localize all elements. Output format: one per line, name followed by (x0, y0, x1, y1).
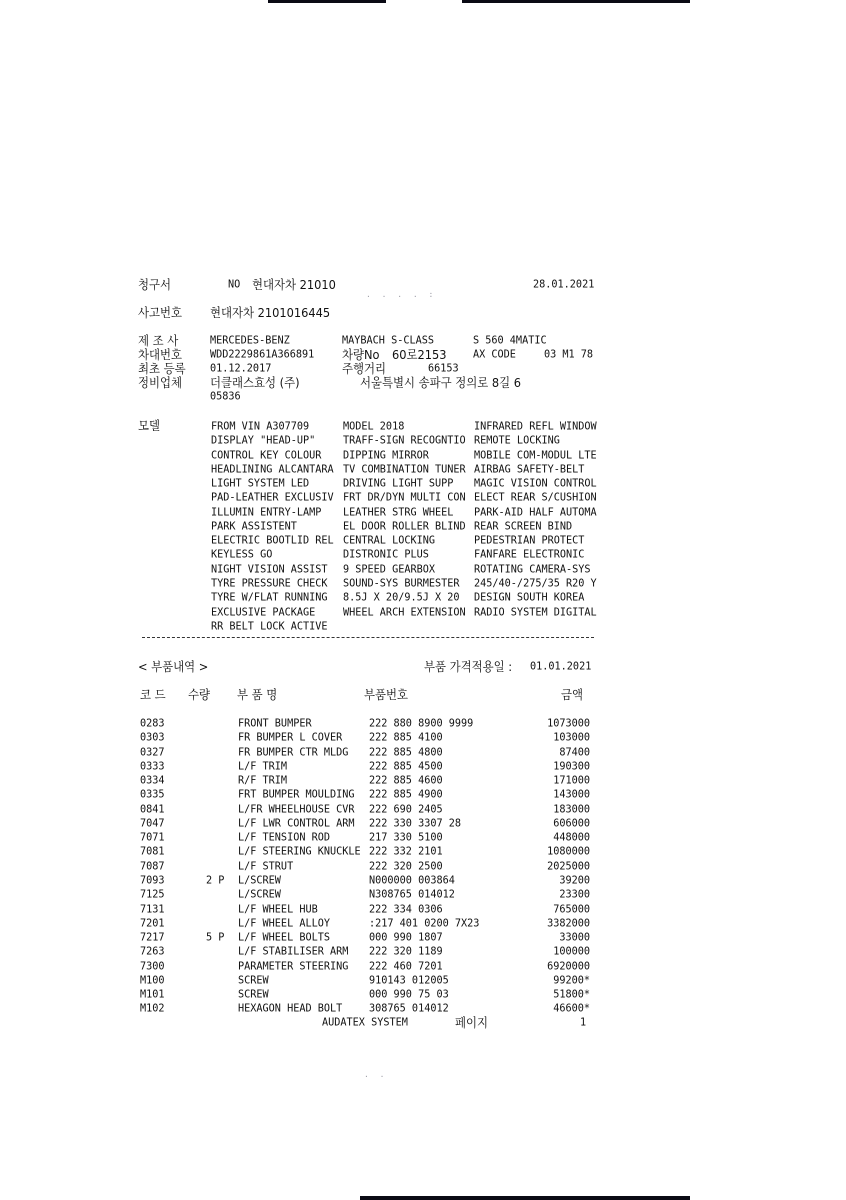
options-label: 모델 (138, 418, 161, 434)
part-number: 000 990 1807 (369, 932, 443, 945)
header-amount: 금액 (561, 687, 584, 703)
part-name: L/SCREW (238, 875, 281, 887)
part-number: 222 330 3307 28 (369, 817, 462, 830)
maker-value: MERCEDES-BENZ (210, 335, 290, 347)
option-item: EXCLUSIVE PACKAGE (211, 606, 316, 619)
registration-date: 01.12.2017 (210, 363, 272, 375)
part-code: 7071 (140, 832, 165, 845)
option-item: ELECT REAR S/CUSHION (474, 492, 597, 505)
vin-label: 차대번호 (138, 347, 183, 363)
part-amount: 1073000 (547, 718, 590, 730)
option-item: DISPLAY "HEAD-UP" (211, 435, 316, 448)
option-item: RR BELT LOCK ACTIVE (211, 620, 328, 633)
model-name-value: S 560 4MATIC (473, 335, 547, 347)
part-number: 217 330 5100 (369, 832, 443, 845)
page-number: 1 (580, 1017, 587, 1029)
option-item: PARK ASSISTENT (211, 520, 297, 533)
invoice-no-label: NO (228, 279, 241, 291)
part-code: 0283 (140, 718, 165, 730)
part-number: 222 885 4900 (369, 789, 443, 802)
part-code: 7263 (140, 946, 165, 959)
price-date: 01.01.2021 (530, 661, 592, 673)
part-code: M101 (140, 989, 165, 1002)
part-name: L/SCREW (238, 889, 281, 902)
part-amount: 6920000 (547, 960, 590, 973)
option-item: TYRE PRESSURE CHECK (211, 578, 328, 590)
part-number: 222 332 2101 (369, 846, 443, 859)
part-number: N000000 003864 (369, 875, 455, 887)
plate-value: 60로2153 (392, 347, 447, 363)
option-item: CENTRAL LOCKING (343, 535, 436, 548)
option-item: REMOTE LOCKING (474, 435, 560, 448)
plate-label: 차량No (342, 347, 380, 363)
accident-no: 현대자차 2101016445 (210, 305, 331, 321)
part-number: :217 401 0200 7X23 (369, 917, 480, 930)
part-name: L/FR WHEELHOUSE CVR (238, 803, 355, 816)
mileage-value: 66153 (428, 363, 459, 375)
option-item: NIGHT VISION ASSIST (211, 563, 328, 576)
part-name: L/F TRIM (238, 760, 288, 773)
part-name: L/F WHEEL ALLOY (238, 917, 331, 930)
series-value: MAYBACH S-CLASS (342, 335, 435, 347)
part-code: 7081 (140, 846, 165, 859)
option-item: AIRBAG SAFETY-BELT (474, 463, 585, 476)
option-item: TV COMBINATION TUNER (343, 463, 466, 476)
invoice-title: 청구서 (138, 277, 172, 293)
axcode-label: AX CODE (473, 349, 516, 361)
shop-postal-code: 05836 (210, 391, 241, 403)
part-name: SCREW (238, 989, 269, 1002)
option-item: ELECTRIC BOOTLID REL (211, 535, 334, 548)
part-amount: 143000 (553, 789, 590, 802)
part-amount: 39200 (559, 875, 590, 887)
option-item: LIGHT SYSTEM LED (211, 478, 310, 491)
option-item: 9 SPEED GEARBOX (343, 563, 436, 576)
part-name: L/F STRUT (238, 860, 294, 873)
part-name: L/F LWR CONTROL ARM (238, 817, 355, 830)
part-qty: 2 P (206, 875, 225, 887)
part-amount: 99200* (553, 974, 590, 987)
system-name: AUDATEX SYSTEM (322, 1017, 408, 1029)
option-item: TRAFF-SIGN RECOGNTIO (343, 435, 466, 448)
option-item: FANFARE ELECTRONIC (474, 549, 585, 562)
part-number: 308765 014012 (369, 1003, 449, 1016)
part-name: FRONT BUMPER (238, 718, 312, 730)
part-number: 910143 012005 (369, 974, 449, 987)
part-number: N308765 014012 (369, 889, 455, 902)
option-item: FRT DR/DYN MULTI CON (343, 492, 466, 505)
company-code: 현대자차 21010 (252, 277, 336, 293)
option-item: RADIO SYSTEM DIGITAL (474, 606, 597, 619)
scan-edge-top-left (268, 0, 386, 3)
part-amount: 190300 (553, 760, 590, 773)
invoice-date: 28.01.2021 (533, 279, 595, 291)
part-amount: 765000 (553, 903, 590, 916)
part-code: M102 (140, 1003, 165, 1016)
part-code: M100 (140, 974, 165, 987)
option-item: HEADLINING ALCANTARA (211, 463, 334, 476)
part-amount: 103000 (553, 732, 590, 745)
option-item: LEATHER STRG WHEEL (343, 506, 454, 519)
scan-speck: · · (364, 1072, 388, 1081)
part-qty: 5 P (206, 932, 225, 945)
option-item: ROTATING CAMERA-SYS (474, 563, 591, 576)
part-name: L/F WHEEL BOLTS (238, 932, 331, 945)
shop-name: 더클래스효성 (주) (210, 375, 300, 391)
part-amount: 23300 (559, 889, 590, 902)
option-item: ILLUMIN ENTRY-LAMP (211, 506, 322, 519)
option-item: PAD-LEATHER EXCLUSIV (211, 492, 334, 505)
option-item: 245/40-/275/35 R20 Y (474, 578, 597, 590)
part-name: L/F STEERING KNUCKLE (238, 846, 361, 859)
option-item: WHEEL ARCH EXTENSION (343, 606, 466, 619)
part-number: 000 990 75 03 (369, 989, 449, 1002)
mileage-label: 주행거리 (342, 361, 387, 377)
axcode-value: 03 M1 78 (544, 349, 594, 361)
part-number: 222 885 4800 (369, 746, 443, 759)
option-item: KEYLESS GO (211, 549, 273, 562)
page-label: 페이지 (455, 1015, 489, 1031)
part-code: 0333 (140, 760, 165, 773)
part-name: FRT BUMPER MOULDING (238, 789, 355, 802)
option-item: EL DOOR ROLLER BLIND (343, 520, 466, 533)
part-code: 7300 (140, 960, 165, 973)
header-part-name: 부 품 명 (237, 687, 278, 703)
scan-speck: . . . . : (366, 290, 437, 299)
part-code: 7125 (140, 889, 165, 902)
part-name: L/F WHEEL HUB (238, 903, 318, 916)
part-amount: 1080000 (547, 846, 590, 859)
accident-no-label: 사고번호 (138, 305, 183, 321)
part-name: FR BUMPER L COVER (238, 732, 343, 745)
option-item: DISTRONIC PLUS (343, 549, 429, 562)
option-item: INFRARED REFL WINDOW (474, 421, 597, 433)
option-item: SOUND-SYS BURMESTER (343, 578, 460, 590)
part-number: 222 885 4500 (369, 760, 443, 773)
part-amount: 46600* (553, 1003, 590, 1016)
option-item: PARK-AID HALF AUTOMA (474, 506, 597, 519)
option-item: MAGIC VISION CONTROL (474, 478, 597, 491)
option-item: DIPPING MIRROR (343, 449, 429, 462)
part-code: 0303 (140, 732, 165, 745)
shop-label: 정비업체 (138, 375, 183, 391)
option-item: CONTROL KEY COLOUR (211, 449, 322, 462)
part-number: 222 320 2500 (369, 860, 443, 873)
option-item: DRIVING LIGHT SUPP (343, 478, 454, 491)
part-name: L/F TENSION ROD (238, 832, 331, 845)
part-amount: 171000 (553, 775, 590, 788)
part-code: 0327 (140, 746, 165, 759)
part-amount: 183000 (553, 803, 590, 816)
part-name: HEXAGON HEAD BOLT (238, 1003, 343, 1016)
part-amount: 2025000 (547, 860, 590, 873)
part-code: 0334 (140, 775, 165, 788)
part-number: 222 460 7201 (369, 960, 443, 973)
option-item: REAR SCREEN BIND (474, 520, 573, 533)
parts-section-title: < 부품내역 > (138, 659, 209, 675)
part-name: PARAMETER STEERING (238, 960, 349, 973)
option-item: MOBILE COM-MODUL LTE (474, 449, 597, 462)
part-number: 222 885 4600 (369, 775, 443, 788)
part-code: 7217 (140, 932, 165, 945)
part-amount: 448000 (553, 832, 590, 845)
scan-edge-bottom (360, 1196, 690, 1200)
part-code: 0841 (140, 803, 165, 816)
registration-label: 최초 등록 (138, 361, 186, 377)
shop-address: 서울특별시 송파구 정의로 8길 6 (360, 375, 522, 391)
option-item: DESIGN SOUTH KOREA (474, 592, 585, 605)
part-name: R/F TRIM (238, 775, 288, 788)
part-number: 222 334 0306 (369, 903, 443, 916)
option-item: FROM VIN A307709 (211, 421, 310, 433)
option-item: PEDESTRIAN PROTECT (474, 535, 585, 548)
part-code: 7201 (140, 917, 165, 930)
part-number: 222 880 8900 9999 (369, 718, 474, 730)
option-item: TYRE W/FLAT RUNNING (211, 592, 328, 605)
part-name: FR BUMPER CTR MLDG (238, 746, 349, 759)
part-amount: 51800* (553, 989, 590, 1002)
header-qty: 수량 (188, 687, 211, 703)
option-item: MODEL 2018 (343, 421, 405, 433)
part-amount: 100000 (553, 946, 590, 959)
part-code: 0335 (140, 789, 165, 802)
part-number: 222 320 1189 (369, 946, 443, 959)
part-name: SCREW (238, 974, 269, 987)
part-code: 7047 (140, 817, 165, 830)
part-amount: 606000 (553, 817, 590, 830)
part-code: 7131 (140, 903, 165, 916)
maker-label: 제 조 사 (138, 333, 179, 349)
price-date-label: 부품 가격적용일 : (424, 659, 513, 675)
section-divider (142, 637, 594, 638)
part-number: 222 690 2405 (369, 803, 443, 816)
part-number: 222 885 4100 (369, 732, 443, 745)
part-name: L/F STABILISER ARM (238, 946, 349, 959)
scan-edge-top-right (462, 0, 690, 3)
part-code: 7093 (140, 875, 165, 887)
part-amount: 33000 (559, 932, 590, 945)
part-amount: 3382000 (547, 917, 590, 930)
vin-value: WDD2229861A366891 (210, 349, 315, 361)
header-part-number: 부품번호 (364, 687, 409, 703)
part-code: 7087 (140, 860, 165, 873)
option-item: 8.5J X 20/9.5J X 20 (343, 592, 460, 605)
part-amount: 87400 (559, 746, 590, 759)
header-code: 코 드 (140, 687, 166, 703)
